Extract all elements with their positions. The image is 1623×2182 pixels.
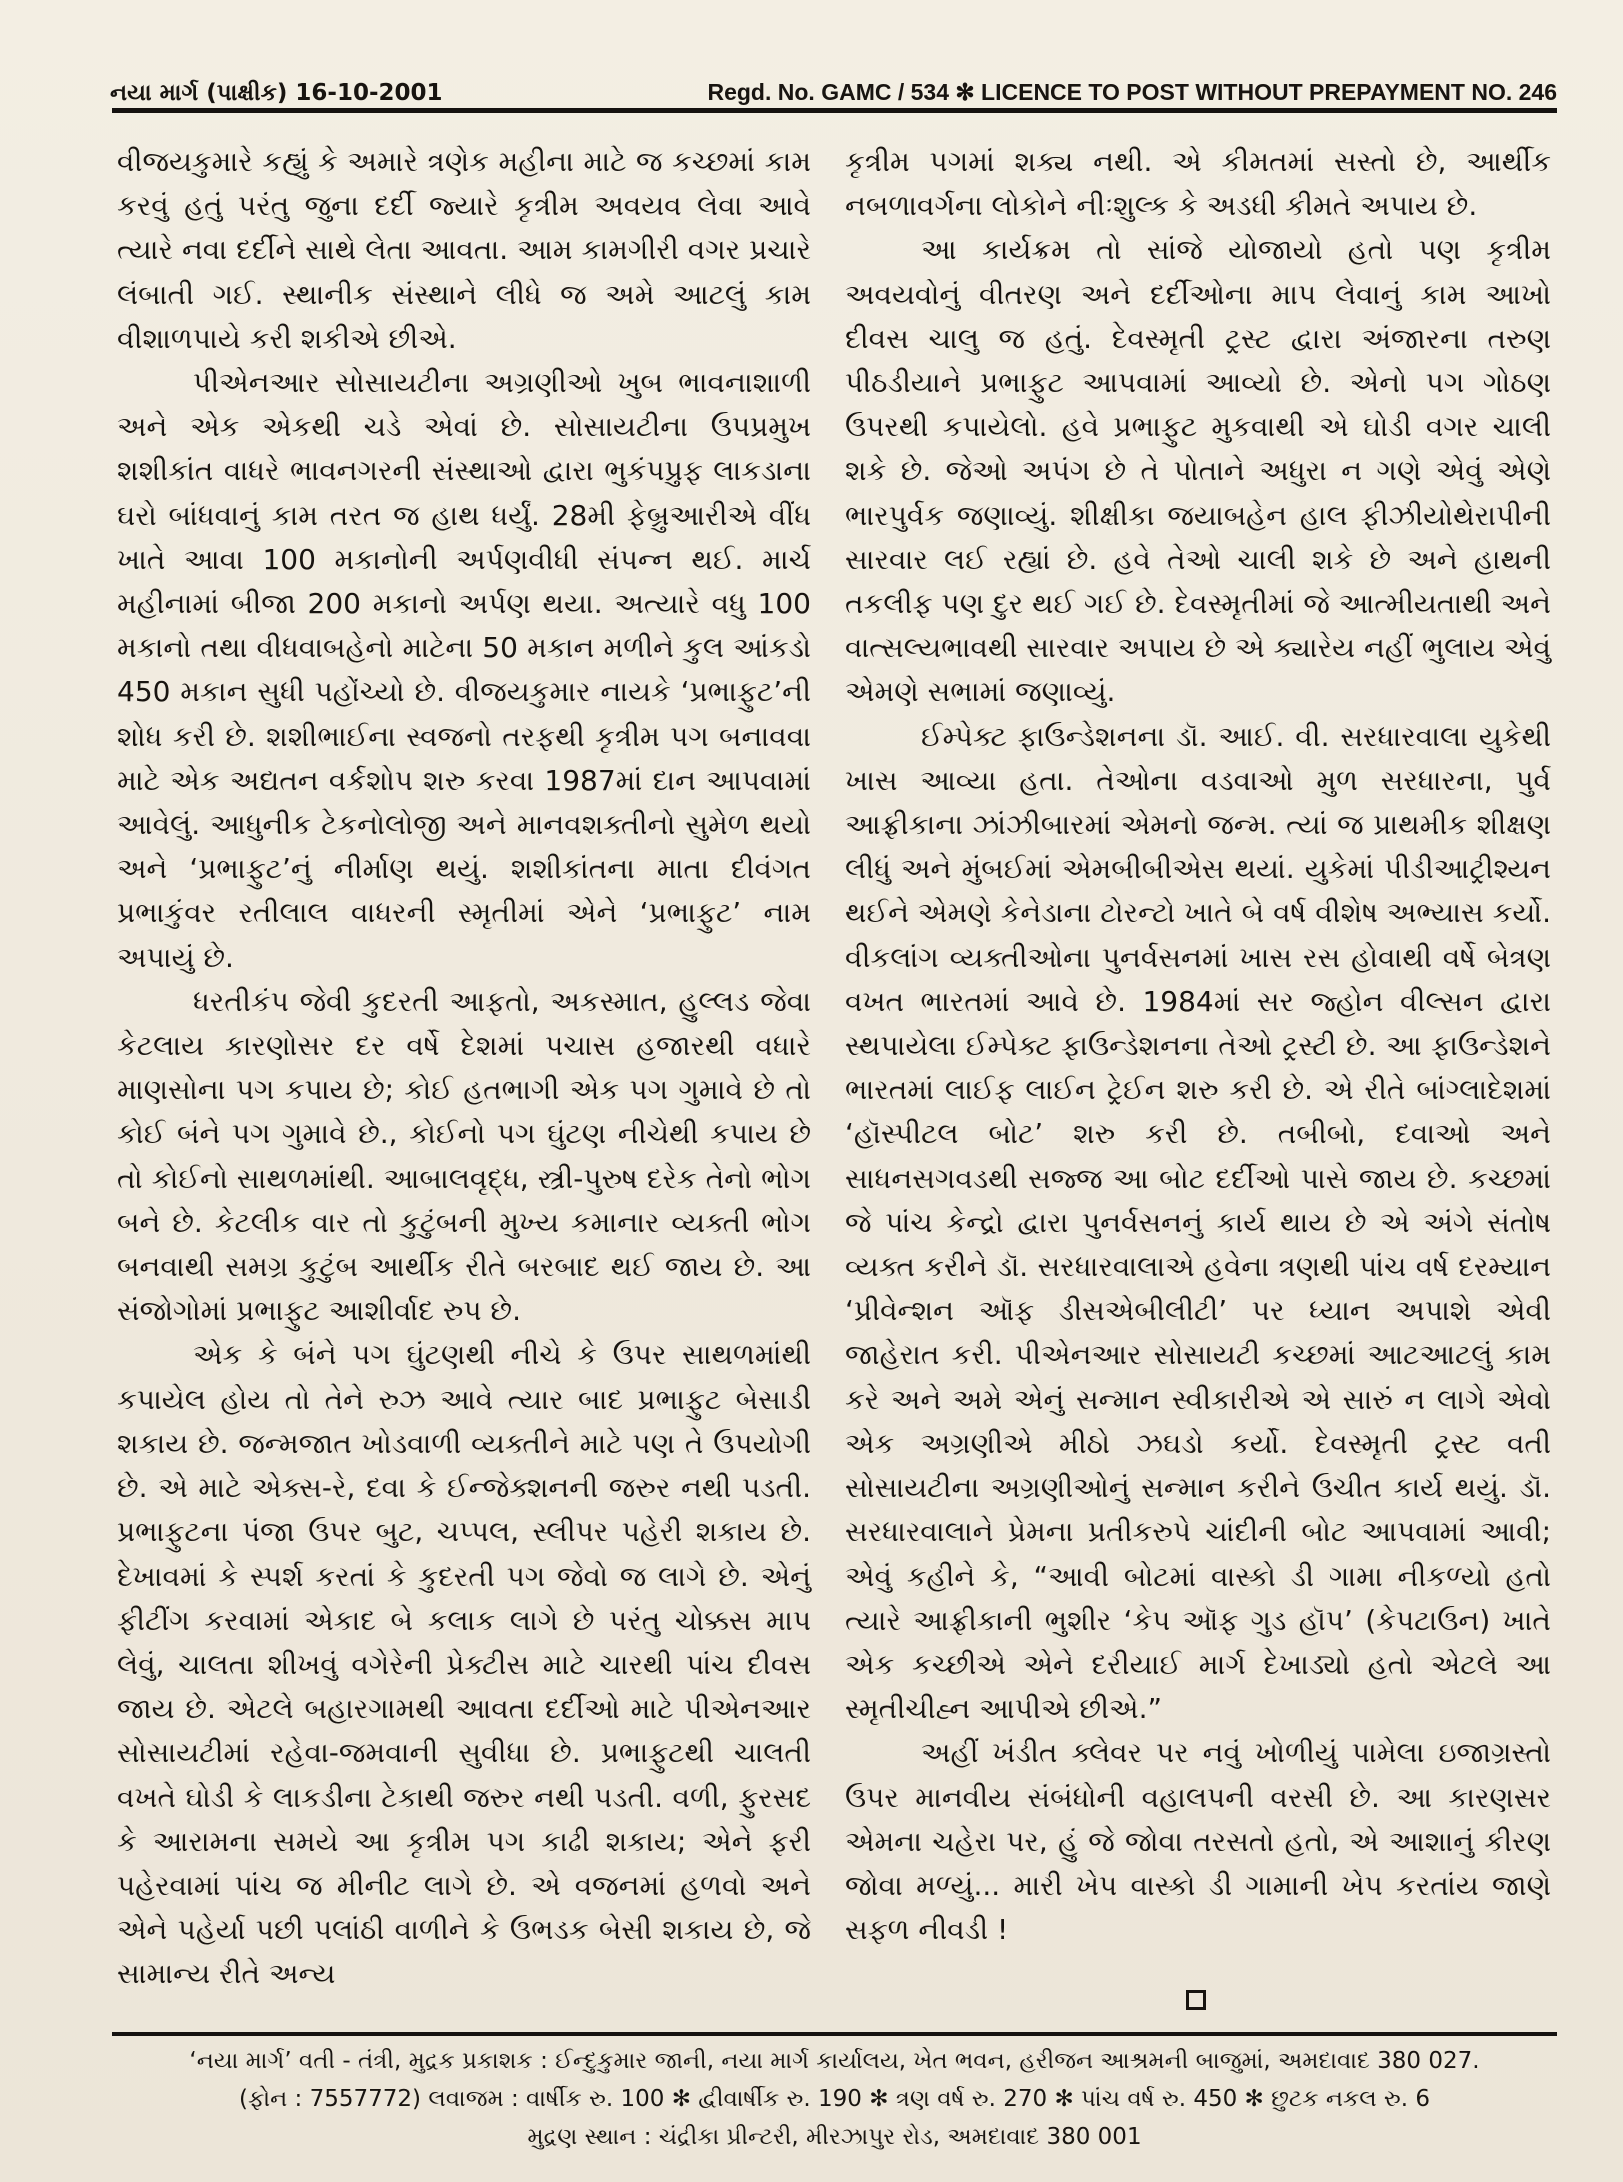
paragraph: ધરતીકંપ જેવી કુદરતી આફતો, અકસ્માત, હુલ્લડ જેવા કેટલાય કારણોસર દર વર્ષે દેશમાં પચાસ હજારથી વધારે માણસોના પગ કપાય છે; કોઈ હતભાગી એક પગ ગુમાવે છે તો કોઈ બંને પગ ગુમાવે છે., કોઈનો પગ ઘુંટણ નીચેથી કપાય છે તો કોઈનો સાથળમાંથી. આબાલવૃદ્ધ, સ્ત્રી-પુરુષ દરેક તેનો ભોગ બને છે. કેટલીક વાર તો કુટુંબની મુખ્ય કમાનાર વ્યક્તી ભોગ બનવાથી સમગ્ર કુટુંબ આર્થીક રીતે બરબાદ થઈ જાય છે. આ સંજોગોમાં પ્રભાફુટ આશીર્વાદ રુપ છે.	[117, 984, 811, 1328]
paragraph: ઈમ્પેક્ટ ફાઉન્ડેશનના ડૉ. આઈ. વી. સરધારવાલા યુકેથી ખાસ આવ્યા હતા. તેઓના વડવાઓ મુળ સરધારના, પુર્વ આફ્રીકાના ઝાંઝીબારમાં એમનો જન્મ. ત્યાં જ પ્રાથમીક શીક્ષણ લીધું અને મુંબઈમાં એમબીબીએસ થયાં. યુકેમાં પીડીઆટ્રીશ્યન થઈને એમણે કેનેડાના ટોરન્ટો ખાતે બે વર્ષ વીશેષ અભ્યાસ કર્યો. વીકલાંગ વ્યક્તીઓના પુનર્વસનમાં ખાસ રસ હોવાથી વર્ષે બેત્રણ વખત ભારતમાં આવે છે. 1984માં સર જ્હોન વીલ્સન દ્વારા સ્થપાયેલા ઈમ્પેક્ટ ફાઉન્ડેશનના તેઓ ટ્રસ્ટી છે. આ ફાઉન્ડેશને ભારતમાં લાઈફ લાઈન ટ્રેઈન શરુ કરી છે. એ રીતે બાંગ્લાદેશમાં ‘હૉસ્પીટલ બોટ’ શરુ કરી છે. તબીબો, દવાઓ અને સાધનસગવડથી સજ્જ આ બોટ દર્દીઓ પાસે જાય છે. કચ્છમાં જે પાંચ કેન્દ્રો દ્વારા પુનર્વસનનું કાર્ય થાય છે એ અંગે સંતોષ વ્યક્ત કરીને ડૉ. સરધારવાલાએ હવેના ત્રણથી પાંચ વર્ષ દરમ્યાન ‘પ્રીવેન્શન ઑફ ડીસએબીલીટી’ પર ધ્યાન અપાશે એવી જાહેરાત કરી. પીએનઆર સોસાયટી કચ્છમાં આટઆટલું કામ કરે અને અમે એનું સન્માન સ્વીકારીએ એ સારું ન લાગે એવો એક અગ્રણીએ મીઠો ઝઘડો કર્યો. દેવસ્મૃતી ટ્રસ્ટ વતી સોસાયટીના અગ્રણીઓનું સન્માન કરીને ઉચીત કાર્ય થયું. ડૉ. સરધારવાલાને પ્રેમના પ્રતીકરુપે ચાંદીની બોટ આપવામાં આવી; એવું કહીને કે, “આવી બોટમાં વાસ્કો ડી ગામા નીકળ્યો હતો ત્યારે આફ્રીકાની ભુશીર ‘કેપ ઑફ ગુડ હૉપ’ (કેપટાઉન) ખાતે એક કચ્છીએ એને દરીયાઈ માર્ગ દેખાડ્યો હતો એટલે આ સ્મૃતીચીહ્ન આપીએ છીએ.”	[845, 719, 1551, 1726]
article-end-square-icon	[1186, 1990, 1206, 2010]
paragraph: એક કે બંને પગ ઘુંટણથી નીચે કે ઉપર સાથળમાંથી કપાયેલ હોય તો તેને રુઝ આવે ત્યાર બાદ પ્રભાફુટ બેસાડી શકાય છે. જન્મજાત ખોડવાળી વ્યક્તીને માટે પણ તે ઉપયોગી છે. એ માટે એક્સ-રે, દવા કે ઈન્જેક્શનની જરુર નથી પડતી. પ્રભાફુટના પંજા ઉપર બુટ, ચપ્પલ, સ્લીપર પહેરી શકાય છે. દેખાવમાં કે સ્પર્શ કરતાં કે કુદરતી પગ જેવો જ લાગે છે. એનું ફીટીંગ કરવામાં એકાદ બે કલાક લાગે છે પરંતુ ચોક્કસ માપ લેવું, ચાલતા શીખવું વગેરેની પ્રેક્ટીસ માટે ચારથી પાંચ દીવસ જાય છે. એટલે બહારગામથી આવતા દર્દીઓ માટે પીએનઆર સોસાયટીમાં રહેવા-જમવાની સુવીધા છે. પ્રભાફુટથી ચાલતી વખતે ઘોડી કે લાકડીના ટેકાથી જરુર નથી પડતી. વળી, ફુરસદ કે આરામના સમયે આ કૃત્રીમ પગ કાઢી શકાય; એને ફરી પહેરવામાં પાંચ જ મીનીટ લાગે છે. એ વજનમાં હળવો અને એને પહેર્યા પછી પલાંઠી વાળીને કે ઉભડક બેસી શકાય છે, જે સામાન્ય રીતે અન્ય	[117, 1338, 811, 1991]
page-footer	[112, 2042, 1557, 2156]
header-divider	[112, 108, 1557, 113]
right-column	[845, 140, 1551, 1952]
paragraph: પીએનઆર સોસાયટીના અગ્રણીઓ ખુબ ભાવનાશાળી અને એક એકથી ચડે એવાં છે. સોસાયટીના ઉપપ્રમુખ શશીકાંત વાધરે ભાવનગરની સંસ્થાઓ દ્વારા ભુકંપપ્રુફ લાકડાના ઘરો બાંધવાનું કામ તરત જ હાથ ધર્યું. 28મી ફેબ્રુઆરીએ વીંધ ખાતે આવા 100 મકાનોની અર્પણવીધી સંપન્ન થઈ. માર્ચ મહીનામાં બીજા 200 મકાનો અર્પણ થયા. અત્યારે વધુ 100 મકાનો તથા વીધવાબહેનો માટેના 50 મકાન મળીને કુલ આંકડો 450 મકાન સુધી પહોંચ્યો છે. વીજયકુમાર નાયકે ‘પ્રભાફુટ’ની શોધ કરી છે. શશીભાઈના સ્વજનો તરફથી કૃત્રીમ પગ બનાવવા માટે એક અદ્યતન વર્કશોપ શરુ કરવા 1987માં દાન આપવામાં આવેલું. આધુનીક ટેકનોલોજી અને માનવશક્તીનો સુમેળ થયો અને ‘પ્રભાફુટ’નું નીર્માણ થયું. શશીકાંતના માતા દીવંગત પ્રભાકુંવર રતીલાલ વાધરની સ્મૃતીમાં એને ‘પ્રભાફુટ’ નામ અપાયું છે.	[117, 366, 811, 974]
paragraph: અહીં ખંડીત ક્લેવર પર નવું ખોળીયું પામેલા ઇજાગ્રસ્તો ઉપર માનવીય સંબંધોની વહાલપની વરસી છે. આ કારણસર એમના ચહેરા પર, હું જે જોવા તરસતો હતો, એ આશાનું કીરણ જોવા મળ્યું... મારી ખેપ વાસ્કો ડી ગામાની ખેપ કરતાંય જાણે સફળ નીવડી !	[845, 1736, 1551, 1947]
paragraph: આ કાર્યક્રમ તો સાંજે યોજાયો હતો પણ કૃત્રીમ અવયવોનું વીતરણ અને દર્દીઓના માપ લેવાનું કામ આખો દીવસ ચાલુ જ હતું. દેવસ્મૃતી ટ્રસ્ટ દ્વારા અંજારના તરુણ પીઠડીયાને પ્રભાફુટ આપવામાં આવ્યો છે. એનો પગ ગોઠણ ઉપરથી કપાયેલો. હવે પ્રભાફુટ મુકવાથી એ ઘોડી વગર ચાલી શકે છે. જેઓ અપંગ છે તે પોતાને અધુરા ન ગણે એવું એણે ભારપુર્વક જણાવ્યું. શીક્ષીકા જયાબહેન હાલ ફીઝીયોથેરાપીની સારવાર લઈ રહ્યાં છે. હવે તેઓ ચાલી શકે છે અને હાથની તકલીફ પણ દુર થઈ ગઈ છે. દેવસ્મૃતીમાં જે આત્મીયતાથી અને વાત્સલ્યભાવથી સારવાર અપાય છે એ ક્યારેય નહીં ભુલાય એવું એમણે સભામાં જણાવ્યું.	[845, 233, 1551, 709]
registration-line: Regd. No. GAMC / 534 ✻ LICENCE TO POST WITHOUT PREPAYMENT NO. 246	[707, 79, 1557, 105]
footer-publisher-line: ‘નયા માર્ગ’ વતી - તંત્રી, મુદ્રક પ્રકાશક : ઈન્દુકુમાર જાની, નયા માર્ગ કાર્યાલય, ખેત ભવન, હરીજન આશ્રમની બાજુમાં, અમદાવાદ 380 027.	[189, 2048, 1480, 2074]
footer-printer-line: મુદ્રણ સ્થાન : ચંદ્રીકા પ્રીન્ટરી, મીરઝાપુર રોડ, અમદાવાદ 380 001	[527, 2124, 1142, 2150]
publication-date-line: નયા માર્ગ (પાક્ષીક) 16-10-2001	[110, 80, 443, 106]
footer-divider	[112, 2032, 1557, 2036]
page-header	[110, 62, 1557, 106]
paragraph: કૃત્રીમ પગમાં શક્ય નથી. એ કીમતમાં સસ્તો છે, આર્થીક નબળાવર્ગના લોકોને નીઃશુલ્ક કે અડધી કીમતે અપાય છે.	[845, 145, 1551, 223]
left-column	[117, 140, 811, 1997]
paragraph: વીજયકુમારે કહ્યું કે અમારે ત્રણેક મહીના માટે જ કચ્છમાં કામ કરવું હતું પરંતુ જુના દર્દી જ્યારે કૃત્રીમ અવયવ લેવા આવે ત્યારે નવા દર્દીને સાથે લેતા આવતા. આમ કામગીરી વગર પ્રચારે લંબાતી ગઈ. સ્થાનીક સંસ્થાને લીધે જ અમે આટલું કામ વીશાળપાયે કરી શકીએ છીએ.	[117, 145, 811, 355]
footer-subscription-line: (ફોન : 7557772) લવાજમ : વાર્ષીક રુ. 100 ✻ દ્વીવાર્ષીક રુ. 190 ✻ ત્રણ વર્ષ રુ. 270 ✻ પાંચ વર્ષ રુ. 450 ✻ છુટક નકલ રુ. 6	[238, 2086, 1431, 2112]
